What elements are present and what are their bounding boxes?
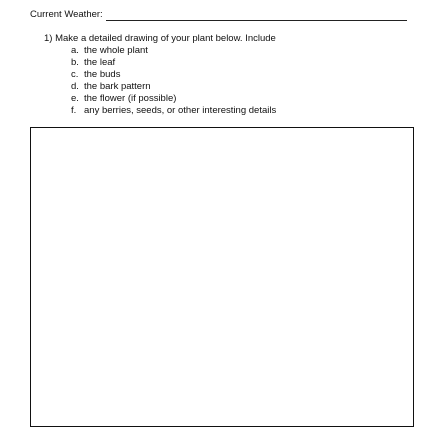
list-item-letter: f. bbox=[71, 105, 77, 116]
question-1-text: 1) Make a detailed drawing of your plant below. Include bbox=[44, 33, 276, 44]
current-weather-row bbox=[30, 9, 407, 21]
list-item-letter: e. bbox=[71, 93, 79, 104]
list-item-text: any berries, seeds, or other interesting details bbox=[84, 105, 277, 116]
list-item-letter: a. bbox=[71, 45, 79, 56]
list-item bbox=[71, 69, 276, 81]
list-item-text: the flower (if possible) bbox=[84, 93, 177, 104]
list-item-text: the buds bbox=[84, 69, 121, 80]
include-items-list bbox=[71, 45, 276, 117]
list-item-letter: c. bbox=[71, 69, 79, 80]
list-item-text: the whole plant bbox=[84, 45, 148, 56]
list-item-text: the leaf bbox=[84, 57, 116, 68]
list-item bbox=[71, 57, 276, 69]
drawing-area-box[interactable] bbox=[30, 127, 414, 427]
current-weather-label: Current Weather: bbox=[30, 9, 103, 20]
list-item bbox=[71, 93, 276, 105]
list-item bbox=[71, 105, 276, 117]
list-item-letter: b. bbox=[71, 57, 79, 68]
list-item bbox=[71, 45, 276, 57]
current-weather-blank-line[interactable] bbox=[106, 10, 407, 21]
list-item bbox=[71, 81, 276, 93]
list-item-text: the bark pattern bbox=[84, 81, 151, 92]
list-item-letter: d. bbox=[71, 81, 79, 92]
